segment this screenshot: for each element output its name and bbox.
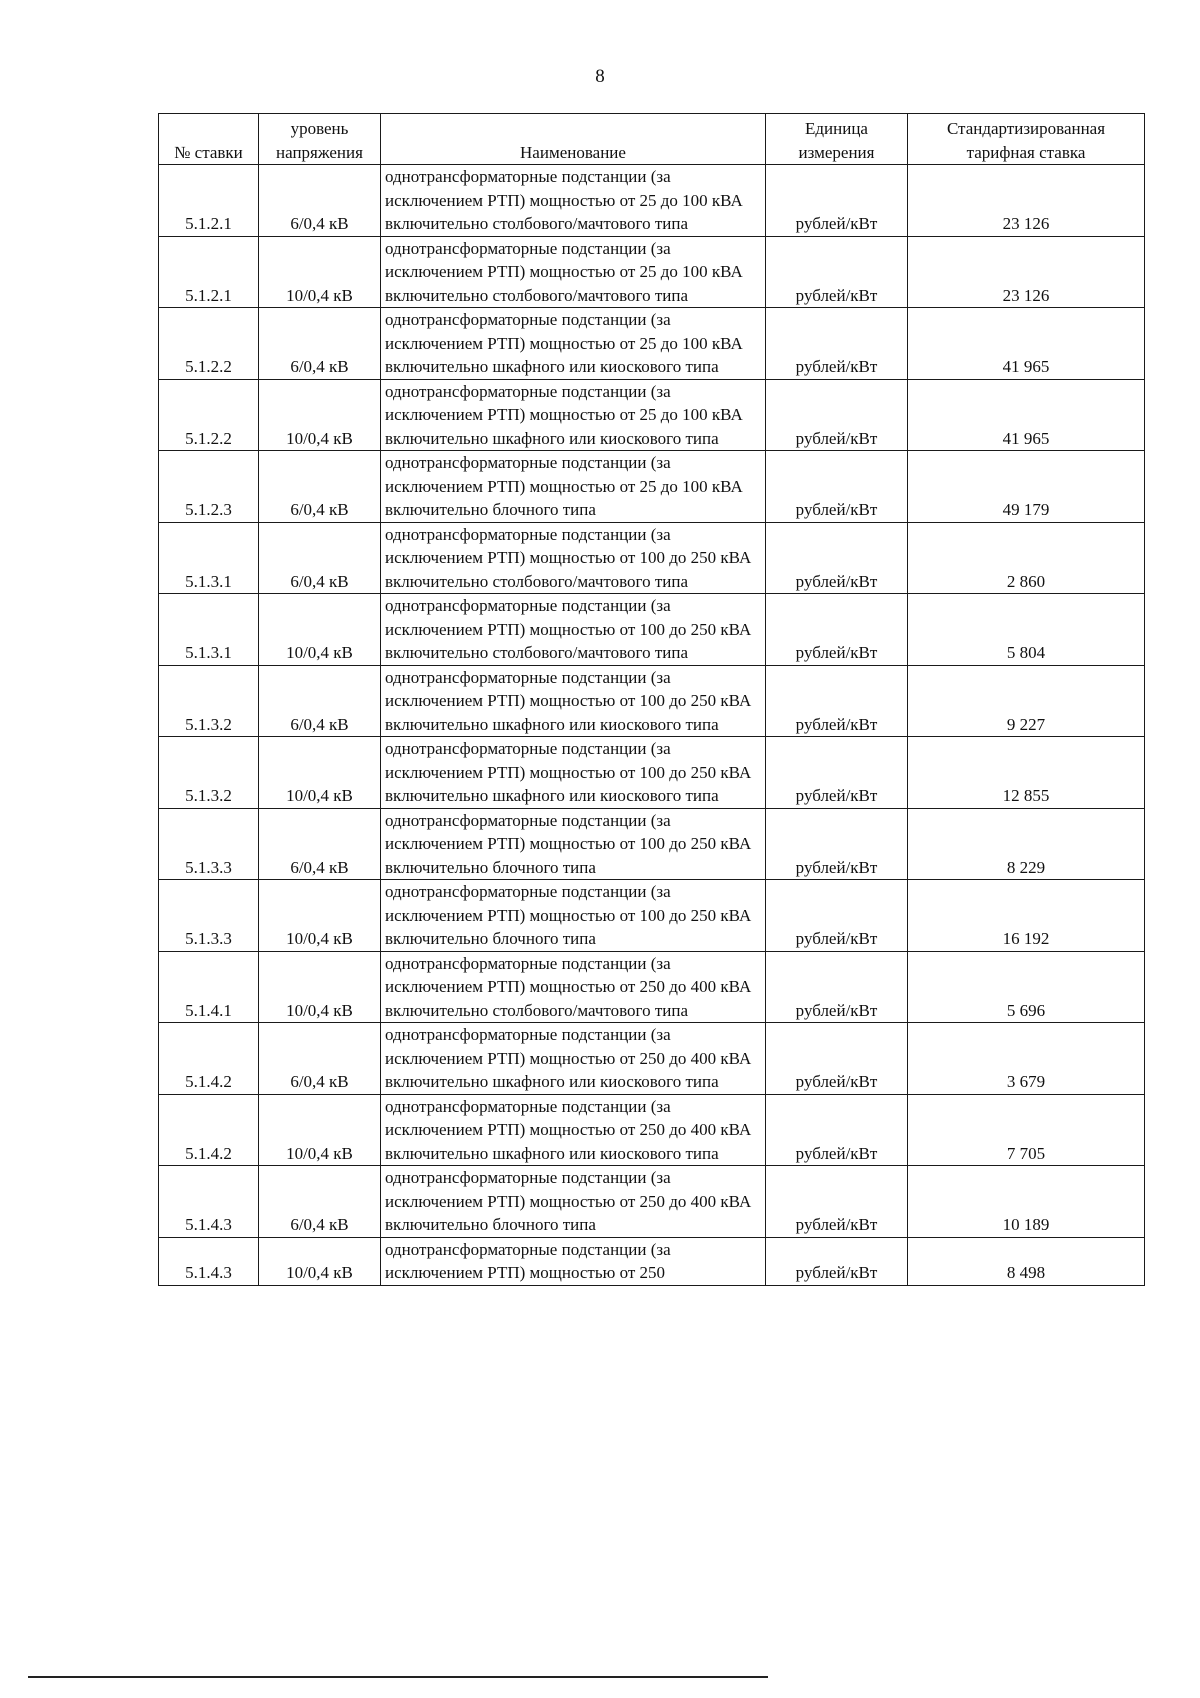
name-cell: однотрансформаторные подстанции (за исключением РТП) мощностью от 100 до 250 кВА включительно столбового/мачтового типа <box>381 522 766 594</box>
rate-cell: 5 696 <box>908 951 1145 1023</box>
rate-cell: 8 498 <box>908 1237 1145 1285</box>
rate-cell: 2 860 <box>908 522 1145 594</box>
page-number: 8 <box>595 66 605 87</box>
table-row <box>159 808 1145 880</box>
name-cell: однотрансформаторные подстанции (за исключением РТП) мощностью от 250 до 400 кВА включительно шкафного или киоскового типа <box>381 1094 766 1166</box>
rate-cell: 9 227 <box>908 665 1145 737</box>
table-row <box>159 165 1145 237</box>
unit-cell: рублей/кВт <box>766 880 908 952</box>
name-cell: однотрансформаторные подстанции (за исключением РТП) мощностью от 25 до 100 кВА включительно блочного типа <box>381 451 766 523</box>
table-row <box>159 451 1145 523</box>
table-row <box>159 1094 1145 1166</box>
name-cell: однотрансформаторные подстанции (за исключением РТП) мощностью от 250 <box>381 1237 766 1285</box>
table-body <box>159 165 1145 1286</box>
rate-cell: 23 126 <box>908 236 1145 308</box>
rate-number-cell: 5.1.2.1 <box>159 236 259 308</box>
name-cell: однотрансформаторные подстанции (за исключением РТП) мощностью от 100 до 250 кВА включительно шкафного или киоскового типа <box>381 737 766 809</box>
table-row <box>159 308 1145 380</box>
rate-number-cell: 5.1.3.2 <box>159 737 259 809</box>
voltage-cell: 10/0,4 кВ <box>259 880 381 952</box>
rate-number-cell: 5.1.3.3 <box>159 808 259 880</box>
unit-cell: рублей/кВт <box>766 165 908 237</box>
name-cell: однотрансформаторные подстанции (за исключением РТП) мощностью от 100 до 250 кВА включительно блочного типа <box>381 808 766 880</box>
rate-cell: 49 179 <box>908 451 1145 523</box>
unit-cell: рублей/кВт <box>766 1166 908 1238</box>
table-header-row <box>159 114 1145 165</box>
header-rate-no: № ставки <box>159 114 259 165</box>
rate-number-cell: 5.1.3.3 <box>159 880 259 952</box>
unit-cell: рублей/кВт <box>766 451 908 523</box>
table-row <box>159 522 1145 594</box>
table-row <box>159 1237 1145 1285</box>
name-cell: однотрансформаторные подстанции (за исключением РТП) мощностью от 100 до 250 кВА включительно шкафного или киоскового типа <box>381 665 766 737</box>
rate-number-cell: 5.1.4.1 <box>159 951 259 1023</box>
name-cell: однотрансформаторные подстанции (за исключением РТП) мощностью от 100 до 250 кВА включительно столбового/мачтового типа <box>381 594 766 666</box>
unit-cell: рублей/кВт <box>766 737 908 809</box>
unit-cell: рублей/кВт <box>766 951 908 1023</box>
table-row <box>159 594 1145 666</box>
tariff-table <box>158 113 1145 1286</box>
header-voltage: уровень напряжения <box>259 114 381 165</box>
rate-cell: 23 126 <box>908 165 1145 237</box>
header-name: Наименование <box>381 114 766 165</box>
name-cell: однотрансформаторные подстанции (за исключением РТП) мощностью от 250 до 400 кВА включительно шкафного или киоскового типа <box>381 1023 766 1095</box>
rate-cell: 12 855 <box>908 737 1145 809</box>
rate-cell: 10 189 <box>908 1166 1145 1238</box>
voltage-cell: 6/0,4 кВ <box>259 808 381 880</box>
voltage-cell: 10/0,4 кВ <box>259 951 381 1023</box>
unit-cell: рублей/кВт <box>766 665 908 737</box>
unit-cell: рублей/кВт <box>766 1237 908 1285</box>
name-cell: однотрансформаторные подстанции (за исключением РТП) мощностью от 25 до 100 кВА включительно шкафного или киоскового типа <box>381 379 766 451</box>
table-row <box>159 665 1145 737</box>
bottom-rule <box>28 1676 768 1678</box>
table-row <box>159 236 1145 308</box>
header-rate: Стандартизированная тарифная ставка <box>908 114 1145 165</box>
voltage-cell: 10/0,4 кВ <box>259 1237 381 1285</box>
name-cell: однотрансформаторные подстанции (за исключением РТП) мощностью от 25 до 100 кВА включительно столбового/мачтового типа <box>381 165 766 237</box>
name-cell: однотрансформаторные подстанции (за исключением РТП) мощностью от 25 до 100 кВА включительно шкафного или киоскового типа <box>381 308 766 380</box>
rate-cell: 41 965 <box>908 308 1145 380</box>
table-row <box>159 379 1145 451</box>
table-row <box>159 737 1145 809</box>
rate-number-cell: 5.1.2.3 <box>159 451 259 523</box>
unit-cell: рублей/кВт <box>766 1094 908 1166</box>
name-cell: однотрансформаторные подстанции (за исключением РТП) мощностью от 250 до 400 кВА включительно столбового/мачтового типа <box>381 951 766 1023</box>
voltage-cell: 6/0,4 кВ <box>259 522 381 594</box>
rate-cell: 8 229 <box>908 808 1145 880</box>
rate-number-cell: 5.1.4.2 <box>159 1023 259 1095</box>
unit-cell: рублей/кВт <box>766 379 908 451</box>
rate-number-cell: 5.1.4.2 <box>159 1094 259 1166</box>
unit-cell: рублей/кВт <box>766 1023 908 1095</box>
rate-cell: 7 705 <box>908 1094 1145 1166</box>
rate-number-cell: 5.1.2.1 <box>159 165 259 237</box>
table-row <box>159 1166 1145 1238</box>
table-row <box>159 951 1145 1023</box>
voltage-cell: 10/0,4 кВ <box>259 594 381 666</box>
voltage-cell: 6/0,4 кВ <box>259 308 381 380</box>
voltage-cell: 6/0,4 кВ <box>259 1166 381 1238</box>
voltage-cell: 6/0,4 кВ <box>259 165 381 237</box>
rate-cell: 41 965 <box>908 379 1145 451</box>
table-row <box>159 1023 1145 1095</box>
name-cell: однотрансформаторные подстанции (за исключением РТП) мощностью от 25 до 100 кВА включительно столбового/мачтового типа <box>381 236 766 308</box>
rate-number-cell: 5.1.4.3 <box>159 1237 259 1285</box>
voltage-cell: 6/0,4 кВ <box>259 665 381 737</box>
rate-number-cell: 5.1.2.2 <box>159 308 259 380</box>
rate-cell: 3 679 <box>908 1023 1145 1095</box>
rate-number-cell: 5.1.3.2 <box>159 665 259 737</box>
voltage-cell: 6/0,4 кВ <box>259 451 381 523</box>
header-unit: Единица измерения <box>766 114 908 165</box>
voltage-cell: 10/0,4 кВ <box>259 737 381 809</box>
voltage-cell: 10/0,4 кВ <box>259 379 381 451</box>
name-cell: однотрансформаторные подстанции (за исключением РТП) мощностью от 100 до 250 кВА включительно блочного типа <box>381 880 766 952</box>
voltage-cell: 6/0,4 кВ <box>259 1023 381 1095</box>
rate-cell: 16 192 <box>908 880 1145 952</box>
unit-cell: рублей/кВт <box>766 594 908 666</box>
rate-number-cell: 5.1.3.1 <box>159 522 259 594</box>
rate-number-cell: 5.1.2.2 <box>159 379 259 451</box>
unit-cell: рублей/кВт <box>766 236 908 308</box>
name-cell: однотрансформаторные подстанции (за исключением РТП) мощностью от 250 до 400 кВА включительно блочного типа <box>381 1166 766 1238</box>
rate-cell: 5 804 <box>908 594 1145 666</box>
voltage-cell: 10/0,4 кВ <box>259 1094 381 1166</box>
unit-cell: рублей/кВт <box>766 522 908 594</box>
table-row <box>159 880 1145 952</box>
unit-cell: рублей/кВт <box>766 808 908 880</box>
rate-number-cell: 5.1.4.3 <box>159 1166 259 1238</box>
rate-number-cell: 5.1.3.1 <box>159 594 259 666</box>
unit-cell: рублей/кВт <box>766 308 908 380</box>
voltage-cell: 10/0,4 кВ <box>259 236 381 308</box>
